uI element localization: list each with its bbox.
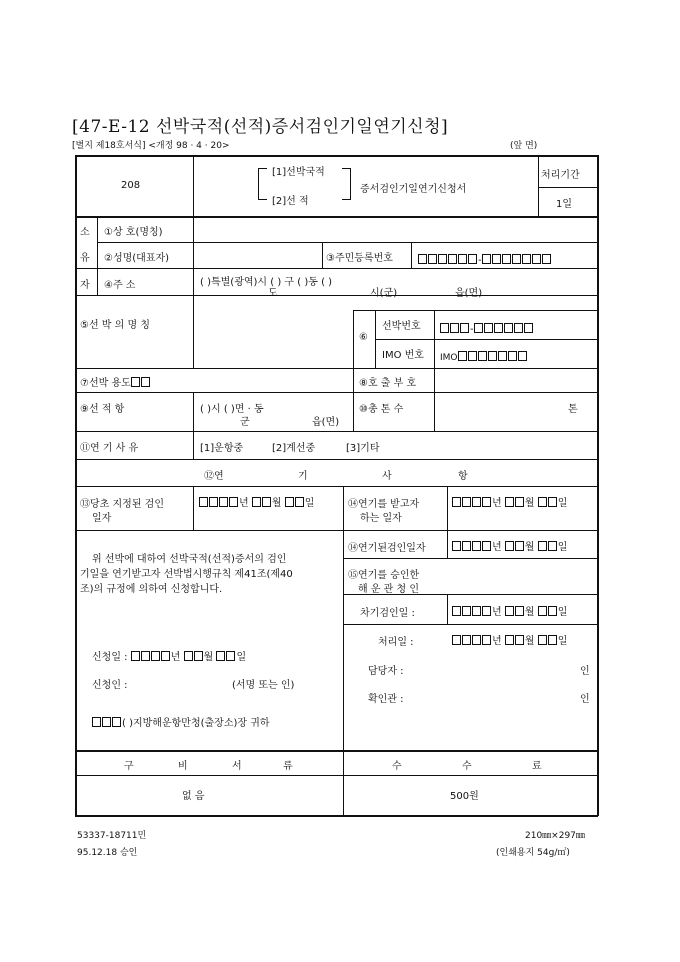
docs-char-3: 서 (232, 761, 242, 772)
right-bracket (342, 168, 351, 200)
matters-char-3: 사 (382, 471, 392, 482)
tonnage-label: ⑩총 톤 수 (359, 404, 404, 415)
address-label: ④주 소 (104, 280, 136, 291)
ship-name-label: ⑤선 박 의 명 칭 (80, 320, 150, 331)
bottom-right-1: 210㎜×297㎜ (525, 831, 585, 841)
option-ship-nationality[interactable]: [1]선박국적 (272, 167, 325, 178)
ship-number-label: 선박번호 (382, 321, 421, 332)
ship-number-input[interactable] (440, 317, 534, 336)
approver-label-1: ⑮연기를 승인한 (348, 570, 420, 581)
confirm-seal: 인 (580, 694, 590, 705)
receive-date-label-1: ⑭연기를 받고자 (348, 499, 420, 510)
docs-char-4: 류 (283, 761, 293, 772)
docs-value: 없 음 (182, 791, 205, 802)
table-top-border (75, 155, 598, 157)
option-registry[interactable]: [2]선 적 (272, 196, 309, 207)
port-gun: 군 (240, 417, 250, 428)
address-line[interactable]: ( )특별(광역)시 ( ) 구 ( )동 ( ) (200, 277, 333, 288)
processing-period-value: 1일 (556, 199, 573, 210)
rrn-label: ③주민등록번호 (326, 253, 393, 264)
postponed-date-label: ⑭연기된검인일자 (348, 543, 426, 554)
next-inspection-input[interactable]: 년 월 일 (452, 603, 567, 618)
form-note: [별지 제18호서식] <개정 98 · 4 · 20> (72, 141, 230, 151)
bottom-left-1: 53337-18711민 (77, 831, 147, 841)
matters-char-4: 항 (458, 471, 468, 482)
processing-period-label: 처리기간 (541, 170, 580, 181)
fee-char-1: 수 (392, 761, 402, 772)
address-eup: 읍(면) (455, 288, 483, 299)
statement-line-3: 조)의 규정에 의하여 신청합니다. (80, 584, 223, 595)
bottom-left-2: 95.12.18 승인 (77, 848, 138, 858)
left-bracket (258, 168, 267, 200)
statement-line-1: 위 선박에 대하여 선박국적(선적)증서의 검인 (92, 554, 287, 565)
addressee: ( )지방해운항만청(출장소)장 귀하 (92, 714, 270, 729)
address-do: 도 (268, 288, 278, 299)
representative-label: ②성명(대표자) (104, 253, 170, 264)
manager-seal: 인 (580, 666, 590, 677)
application-date-label: 신청일 : (92, 652, 128, 663)
designated-date-input[interactable]: 년 월 일 (199, 494, 314, 509)
document-title: [47-E-12 선박국적(선적)증서검인기일연기신청] (72, 117, 449, 137)
confirm-label: 확인관 : (368, 694, 404, 705)
address-si: 시(군) (370, 288, 398, 299)
reason-option-laid-up[interactable]: [2]계선중 (272, 443, 316, 454)
bottom-right-2: (인쇄용지 54g/㎡) (496, 848, 570, 858)
process-date-input[interactable]: 년 월 일 (452, 632, 567, 647)
call-sign-label: ⑧호 출 부 호 (359, 378, 417, 389)
receive-date-label-2: 하는 일자 (360, 513, 402, 524)
fee-char-2: 수 (462, 761, 472, 772)
approver-label-2: 해 운 관 청 인 (358, 584, 420, 595)
reason-option-operating[interactable]: [1]운항중 (200, 443, 244, 454)
tonnage-unit: 톤 (568, 404, 578, 415)
circle-six: ⑥ (359, 332, 368, 343)
ship-number-separator: - (470, 324, 474, 335)
designated-date-label-2: 일자 (92, 513, 112, 524)
form-name: 증서검인기일연기신청서 (360, 184, 467, 195)
postponed-date-input[interactable]: 년 월 일 (452, 538, 567, 553)
fee-value: 500원 (450, 791, 479, 802)
owner-char-1: 소 (80, 227, 90, 238)
manager-label: 담당자 : (368, 666, 404, 677)
port-eup: 읍(면) (312, 417, 340, 428)
designated-date-label-1: ⑬당초 지정된 검인 (80, 499, 164, 510)
matters-char-2: 기 (298, 471, 308, 482)
port-si[interactable]: ( )시 ( )면 · 동 (200, 404, 264, 415)
application-date[interactable]: 신청일 : 년 월 일 (92, 652, 247, 663)
statement-line-2: 기일을 연기받고자 선박법시행규칙 제41조(제40 (80, 569, 293, 580)
signature-label[interactable]: (서명 또는 인) (232, 680, 295, 691)
imo-number-input[interactable] (440, 345, 528, 364)
reason-option-other[interactable]: [3]기타 (346, 443, 380, 454)
owner-char-2: 유 (80, 253, 90, 264)
owner-char-3: 자 (80, 280, 90, 291)
imo-number-label: IMO 번호 (382, 350, 424, 361)
rrn-input[interactable] (418, 248, 552, 267)
ship-use-label: ⑦선박 용도 (80, 374, 151, 389)
port-label: ⑨선 적 항 (80, 404, 125, 415)
docs-char-2: 비 (178, 761, 188, 772)
receive-date-input[interactable]: 년 월 일 (452, 494, 567, 509)
docs-char-1: 구 (124, 761, 134, 772)
form-code: 208 (121, 180, 141, 191)
table-bottom-border (75, 815, 598, 817)
fee-char-3: 료 (532, 761, 542, 772)
process-date-label: 처리일 : (378, 637, 414, 648)
matters-char-1: ⑫연 (204, 471, 224, 482)
rrn-separator: - (478, 255, 482, 266)
side-note: (앞 면) (510, 141, 538, 151)
trade-name-label: ①상 호(명칭) (104, 227, 163, 238)
applicant-label: 신청인 : (92, 680, 128, 691)
reason-label: ⑪연 기 사 유 (80, 443, 139, 454)
imo-prefix: IMO (440, 353, 458, 363)
next-inspection-label: 차기검인일 : (360, 608, 415, 619)
